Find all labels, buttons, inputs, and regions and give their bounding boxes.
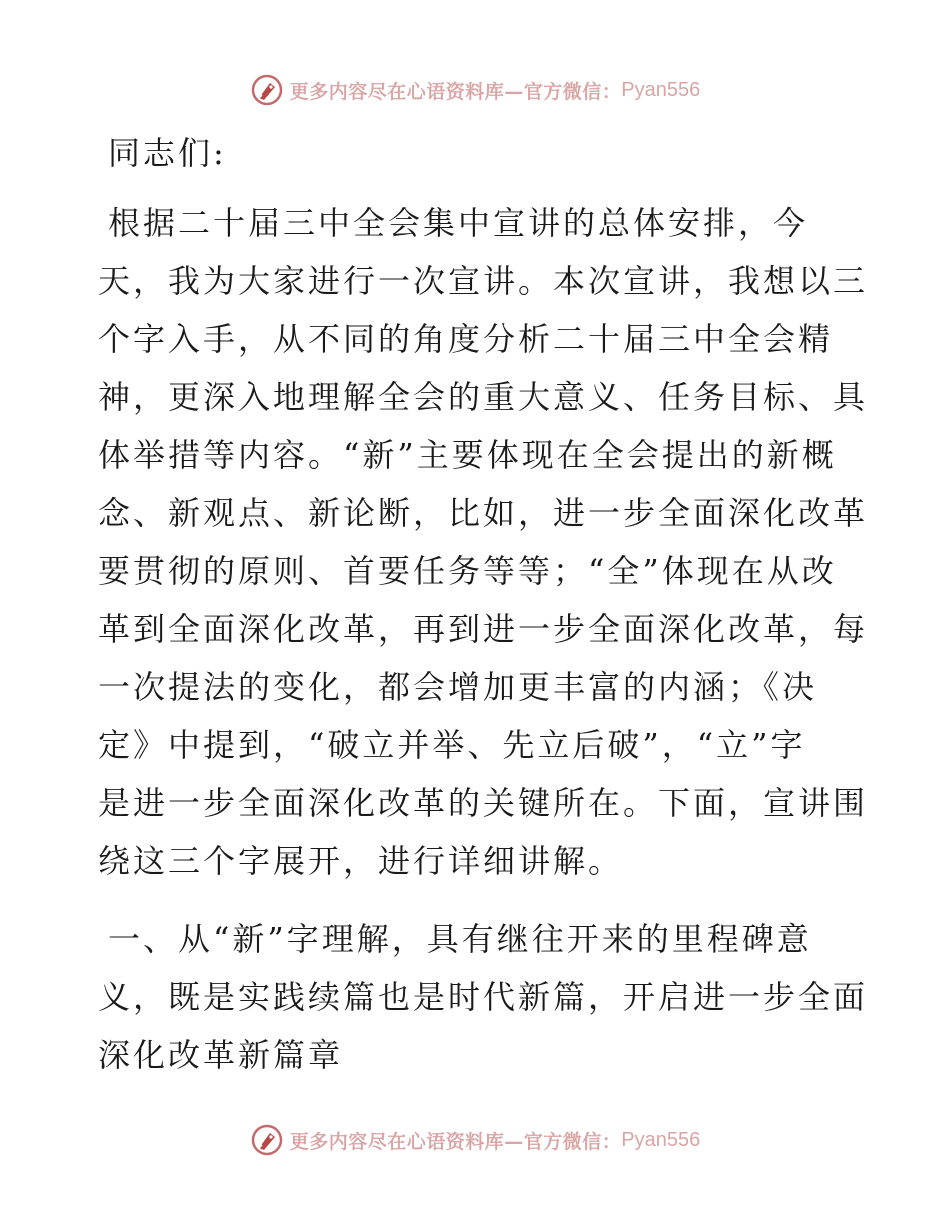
paragraph-line: 绕这三个字展开，进行详细讲解。 [98,842,624,880]
header-watermark [0,70,950,110]
paragraph-line: 体举措等内容。“新”主要体现在全会提出的新概 [98,436,837,474]
paragraph-line: 革到全面深化改革，再到进一步全面深化改革，每 [98,610,869,648]
heading-line: 义，既是实践续篇也是时代新篇，开启进一步全面 [98,978,869,1016]
heading-line: 深化改革新篇章 [98,1036,344,1074]
paragraph-line: 是进一步全面深化改革的关键所在。下面，宣讲围 [98,784,869,822]
watermark-wechat-id: Pyan556 [621,78,701,101]
paragraph-line: 要贯彻的原则、首要任务等等；“全”体现在从改 [98,552,837,590]
paragraph-line: 一次提法的变化，都会增加更丰富的内涵；《决 [98,668,818,706]
watermark-text: 更多内容尽在心语资料库—官方微信： [289,80,622,103]
paragraph-line: 定》中提到，“破立并举、先立后破”，“立”字 [98,726,806,764]
paragraph-line: 神，更深入地理解全会的重大意义、任务目标、具 [98,378,869,416]
paragraph-line: 个字入手，从不同的角度分析二十届三中全会精 [98,320,834,358]
paragraph-line: 根据二十届三中全会集中宣讲的总体安排，今 [108,204,809,242]
pen-nib-logo-icon [250,1123,284,1157]
watermark-wechat-id: Pyan556 [621,1128,701,1151]
watermark-text: 更多内容尽在心语资料库—官方微信： [289,1130,622,1153]
pen-nib-logo-icon [250,73,284,107]
paragraph-intro [98,194,869,890]
section-heading-1 [98,910,869,1084]
paragraph-line: 天，我为大家进行一次宣讲。本次宣讲，我想以三 [98,262,869,300]
heading-line: 一、从“新”字理解，具有继往开来的里程碑意 [108,920,812,958]
footer-watermark [0,1120,950,1160]
paragraph-line: 念、新观点、新论断，比如，进一步全面深化改革 [98,494,869,532]
greeting: 同志们: [108,134,227,172]
